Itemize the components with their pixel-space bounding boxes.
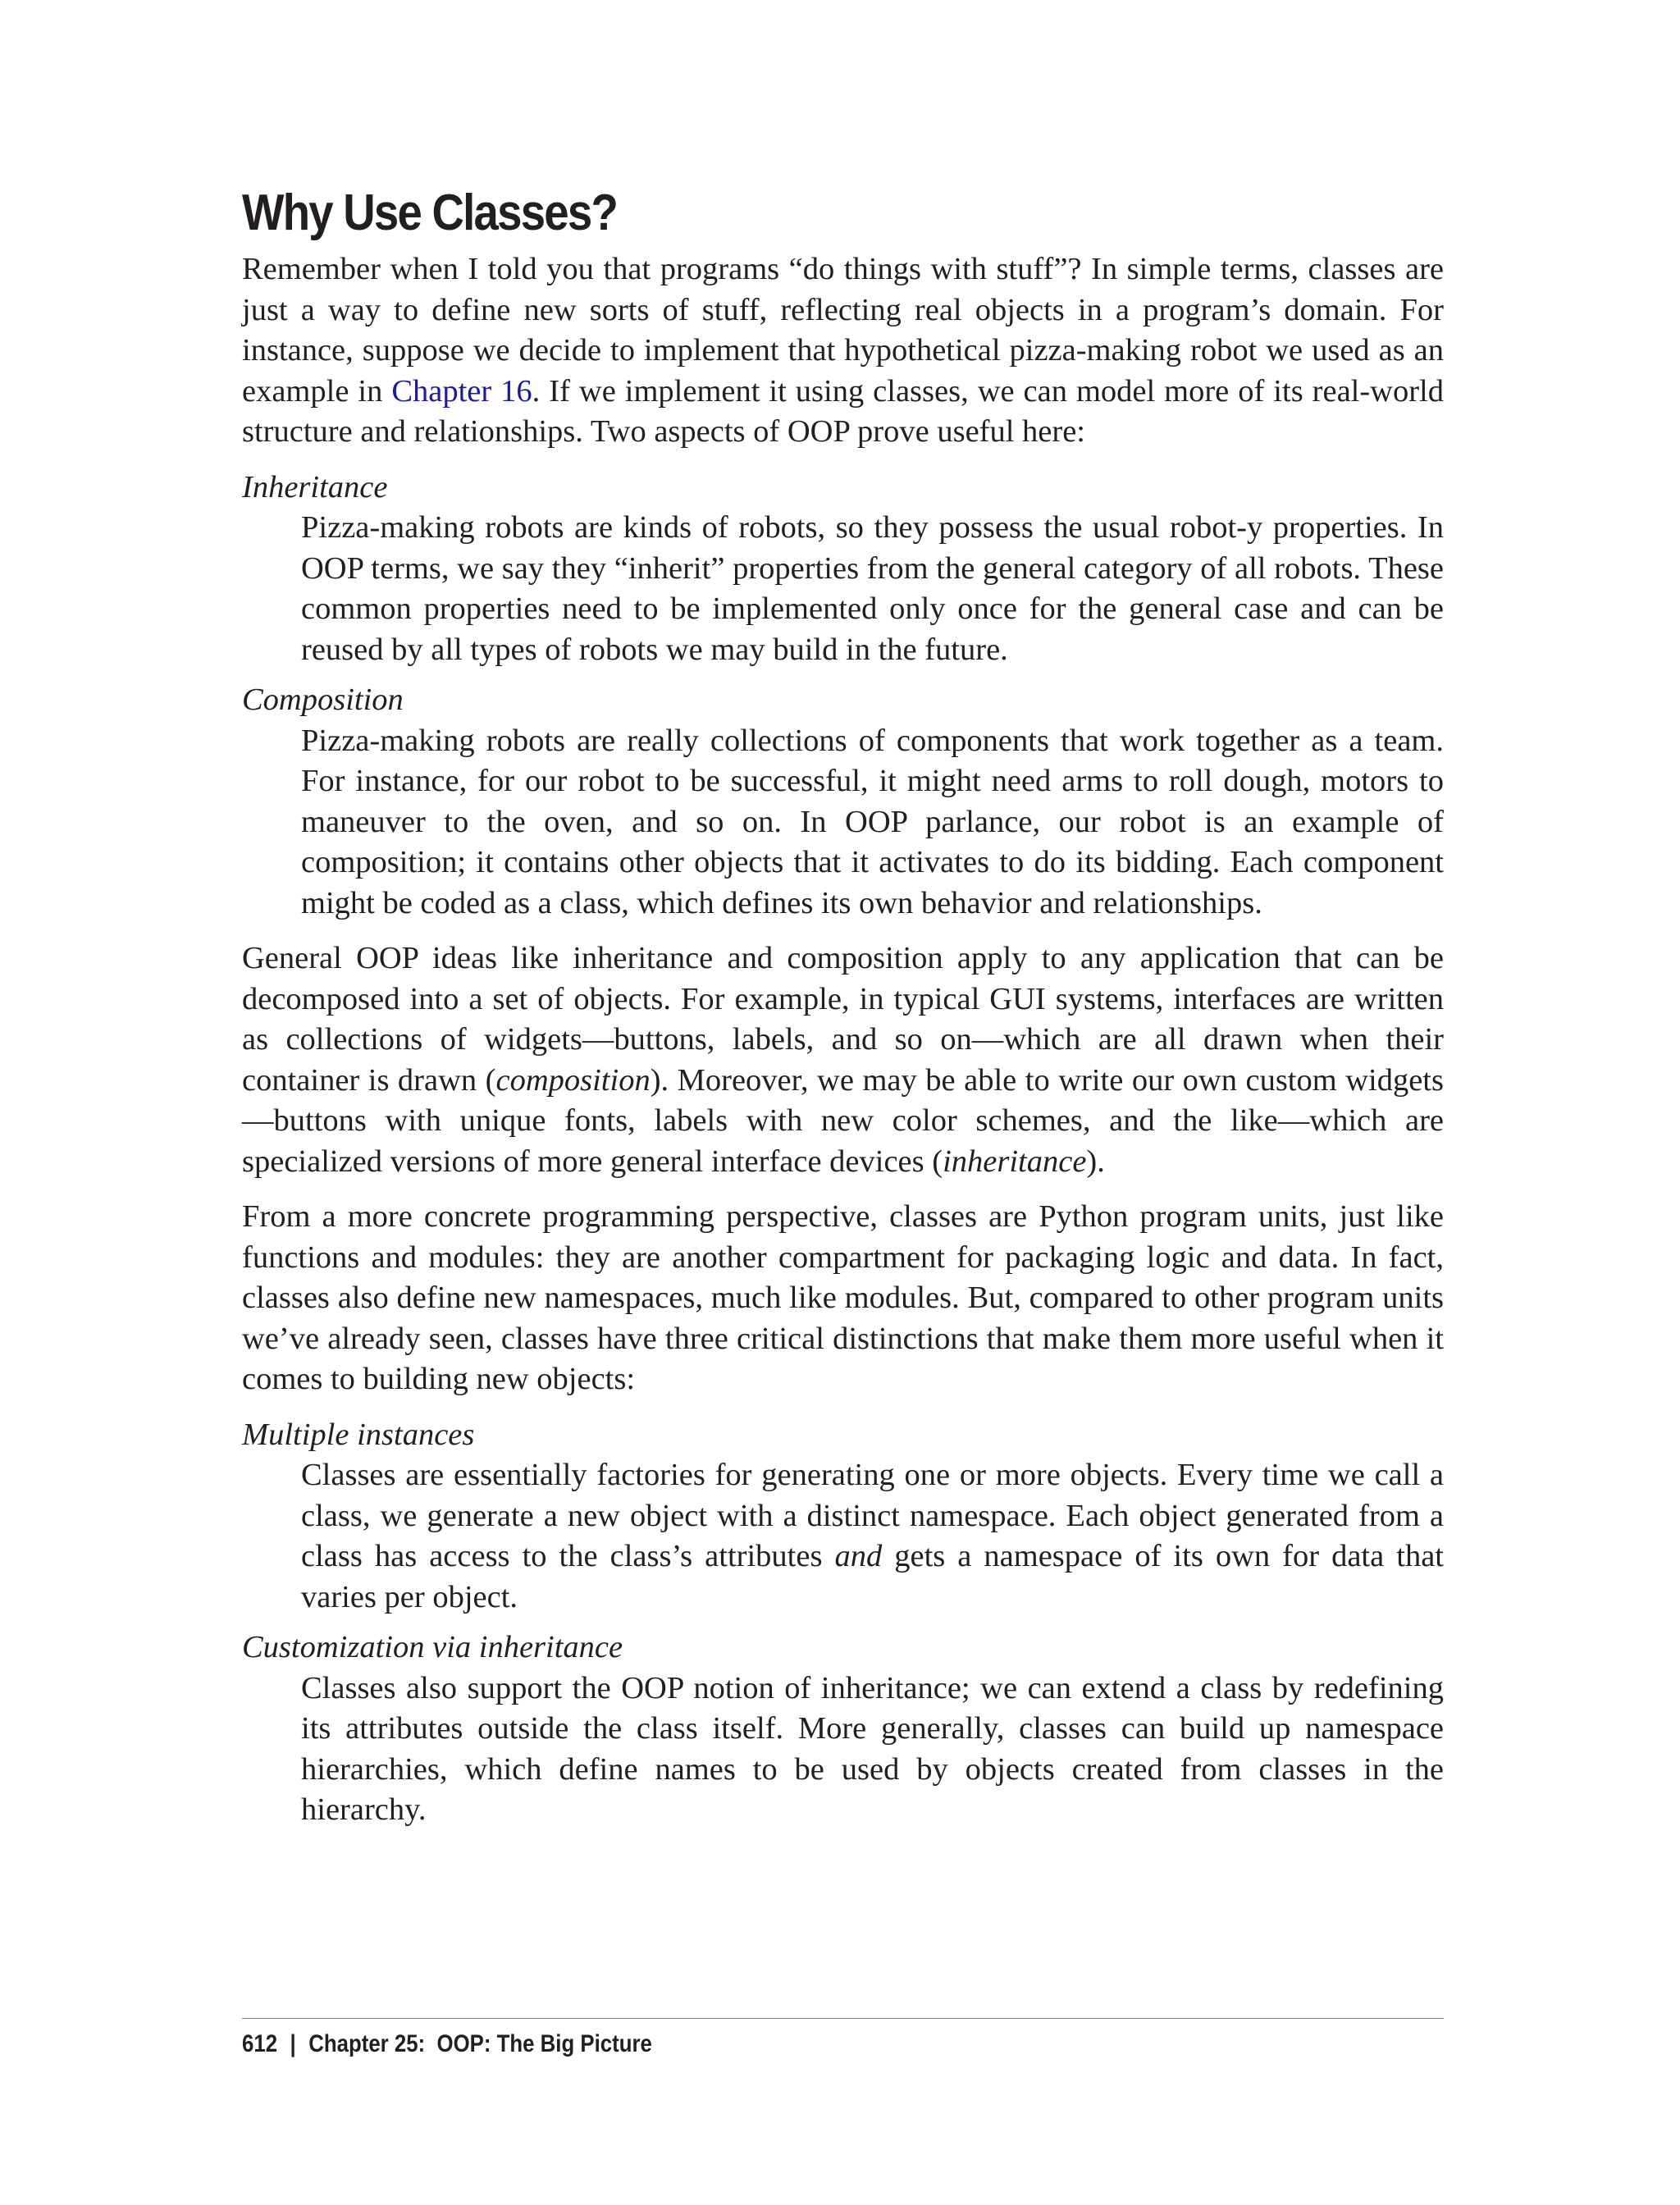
chapter-16-link[interactable]: Chapter 16 <box>391 373 532 409</box>
gui-text-2: ). Moreover, we may be able to write our own custom widgets—buttons with unique fonts, labels with new color schemes, and the like—which are specialized versions of more general interface devices ( <box>242 1062 1444 1179</box>
multiple-instances-text-1: Classes are essentially factories for generating one or more objects. Every time we call a class, we generate a new object with a distinct namespace. Each object generated from a class has access to the class’s attributes <box>301 1458 1444 1573</box>
intro-paragraph <box>242 249 1444 453</box>
distinction-term-customization: Customization via inheritance <box>242 1630 623 1664</box>
class-distinctions-list <box>242 1415 1444 1831</box>
page-footer <box>242 2018 1444 2058</box>
gui-paragraph <box>242 938 1444 1182</box>
aspect-term-inheritance: Inheritance <box>242 469 388 504</box>
oop-aspects-list <box>242 468 1444 924</box>
gui-text-1: General OOP ideas like inheritance and composition apply to any application that can be decomposed into a set of objects. For example, in typical GUI systems, interfaces are written as collections of widgets—buttons, labels, and so on—which are all drawn when their container is drawn ( <box>242 941 1444 1098</box>
aspect-definition-inheritance: Pizza-making robots are kinds of robots, so they possess the usual robot-y properties. In OOP terms, we say they “inherit” properties from the general category of all robots. These common properties need to be implemented only once for the general case and can be reused by all types of robots we may build in the future. <box>301 510 1444 667</box>
multiple-instances-emphasis: and <box>834 1539 883 1573</box>
footer-separator: | <box>290 2030 296 2057</box>
distinction-definition-multiple-instances <box>301 1455 1444 1618</box>
gui-emphasis-composition: composition <box>495 1062 651 1098</box>
page-number: 612 <box>242 2030 278 2057</box>
gui-text-3: ). <box>1086 1144 1105 1179</box>
aspect-definition-composition: Pizza-making robots are really collections of components that work together as a team. For instance, for our robot to be successful, it might need arms to roll dough, motors to maneuver to the oven, and so on. In OOP parlance, our robot is an example of composition; it contains other objects that it activates to do its bidding. Each component might be coded as a class, which defines its own behavior and relationships. <box>301 723 1444 920</box>
multiple-instances-text-2: gets a namespace of its own for data that varies per object. <box>301 1539 1444 1614</box>
gui-emphasis-inheritance: inheritance <box>943 1144 1087 1179</box>
aspect-term-composition: Composition <box>242 682 404 717</box>
distinction-definition-customization: Classes also support the OOP notion of inheritance; we can extend a class by redefining its attributes outside the class itself. More generally, classes can build up namespace hierarchies, which define names to be used by objects created from classes in the hierarchy. <box>301 1670 1444 1827</box>
footer-chapter-title: OOP: The Big Picture <box>436 2030 652 2057</box>
concrete-paragraph: From a more concrete programming perspective, classes are Python program units, just like functions and modules: they are another compartment for packaging logic and data. In fact, classes also define new namespaces, much like modules. But, compared to other program units we’ve already seen, classes have three critical distinctions that make them more useful when it comes to building new objects: <box>242 1199 1444 1396</box>
footer-chapter: Chapter 25: <box>308 2030 426 2057</box>
distinction-term-multiple-instances: Multiple instances <box>242 1417 475 1452</box>
intro-text-after: . If we implement it using classes, we can model more of its real-world structure and relationships. Two aspects of OOP prove useful here: <box>242 373 1444 449</box>
page-content <box>242 180 1444 1846</box>
section-title: Why Use Classes? <box>242 185 618 241</box>
intro-text-before: Remember when I told you that programs “do things with stuff”? In simple terms, classes are just a way to define new sorts of stuff, reflecting real objects in a program’s domain. For instance, suppose we decide to implement that hypothetical pizza-making robot we used as an example in <box>242 252 1444 409</box>
